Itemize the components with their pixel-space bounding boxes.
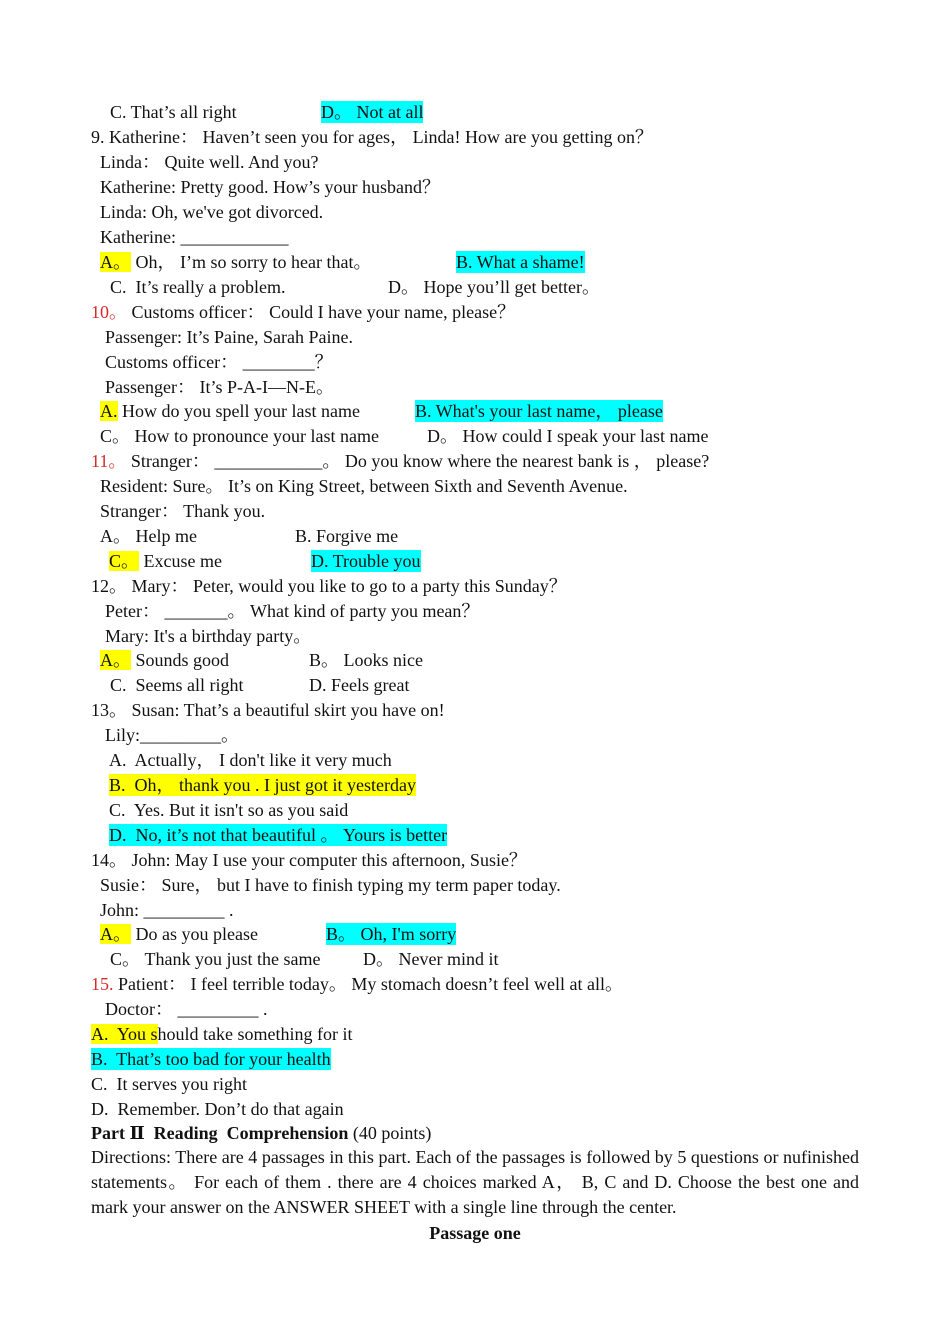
q12-line2: Peter： _______。 What kind of party you mean？ bbox=[105, 601, 480, 621]
q14-option-c: C。 Thank you just the same bbox=[110, 949, 321, 969]
q9-line1: 9. Katherine： Haven’t seen you for ages， Linda! How are you getting on？ bbox=[91, 127, 654, 147]
q10-option-d: D。 How could I speak your last name bbox=[427, 426, 709, 446]
q10-option-a-label: A. bbox=[100, 401, 118, 421]
q15-option-c: C. It serves you right bbox=[91, 1074, 247, 1094]
q11-line1-text: Stranger： ____________。 Do you know where the nearest bank is ， please? bbox=[126, 451, 710, 471]
q14-option-a-text: Do as you please bbox=[131, 924, 258, 944]
part2-heading bbox=[91, 1122, 431, 1144]
q15-option-d: D. Remember. Don’t do that again bbox=[91, 1099, 344, 1119]
q13-line1: 13。 Susan: That’s a beautiful skirt you have on! bbox=[91, 700, 445, 720]
q13-option-c: C. Yes. But it isn't so as you said bbox=[109, 800, 349, 820]
q9-option-a bbox=[100, 251, 371, 273]
q13-option-a: A. Actually， I don't like it very much bbox=[109, 750, 392, 770]
q11-line2: Resident: Sure。 It’s on King Street, between Sixth and Seventh Avenue. bbox=[100, 476, 628, 496]
q9-line2: Linda： Quite well. And you? bbox=[100, 152, 319, 172]
q15-line2: Doctor： _________ . bbox=[105, 999, 268, 1019]
q12-option-a-text: Sounds good bbox=[131, 650, 230, 670]
q12-option-a-label: A。 bbox=[100, 650, 131, 670]
q11-option-c-text: Excuse me bbox=[139, 551, 222, 571]
part2-directions: Directions: There are 4 passages in this part. Each of the passages is followed by 5 questions or nufinished statements。 For each of them . there are 4 choices marked A， B, C and D. Choose the best one and mark your answer on the ANSWER SHEET with a single line through the center. bbox=[91, 1147, 859, 1217]
q14-option-d: D。 Never mind it bbox=[363, 949, 499, 969]
q9-line4: Linda: Oh, we've got divorced. bbox=[100, 202, 324, 222]
q10-line4: Passenger： It’s P-A-I—N-E。 bbox=[105, 377, 334, 397]
q11-option-a: A。 Help me bbox=[100, 526, 197, 546]
q14-option-a-label: A。 bbox=[100, 924, 131, 944]
q10-line3: Customs officer： ________？ bbox=[105, 352, 333, 372]
q9-option-c: C. It’s really a problem. bbox=[110, 277, 286, 297]
passage-title: Passage one bbox=[429, 1223, 521, 1243]
q11-option-c bbox=[109, 550, 222, 572]
q8-option-c: C. That’s all right bbox=[110, 102, 237, 122]
q13-option-d: D. No, it’s not that beautiful 。 Yours is better bbox=[109, 825, 448, 845]
q15-option-a-highlight: A. You s bbox=[91, 1024, 158, 1044]
part2-heading-title: Part Ⅱ Reading Comprehension bbox=[91, 1123, 349, 1143]
q10-line2: Passenger: It’s Paine, Sarah Paine. bbox=[105, 327, 353, 347]
q14-line1: 14。 John: May I use your computer this afternoon, Susie？ bbox=[91, 850, 527, 870]
q9-line3: Katherine: Pretty good. How’s your husband？ bbox=[100, 177, 440, 197]
q14-option-b: B。 Oh, I'm sorry bbox=[326, 924, 457, 944]
q11-option-c-label: C。 bbox=[109, 551, 140, 571]
q12-option-c: C. Seems all right bbox=[110, 675, 244, 695]
q10-option-a bbox=[100, 400, 360, 422]
q14-line3: John: _________ . bbox=[100, 900, 234, 920]
q12-option-b: B。 Looks nice bbox=[309, 650, 423, 670]
q9-option-d: D。 Hope you’ll get better。 bbox=[388, 277, 600, 297]
q15-line1-text: Patient： I feel terrible today。 My stomach doesn’t feel well at all。 bbox=[113, 974, 624, 994]
q9-option-b: B. What a shame! bbox=[456, 252, 585, 272]
q15-option-b: B. That’s too bad for your health bbox=[91, 1049, 331, 1069]
q10-line1 bbox=[91, 301, 515, 323]
q9-line5: Katherine: ____________ bbox=[100, 227, 289, 247]
q11-option-d: D. Trouble you bbox=[311, 551, 421, 571]
q10-option-c: C。 How to pronounce your last name bbox=[100, 426, 379, 446]
q15-line1 bbox=[91, 973, 623, 995]
q11-number: 11。 bbox=[91, 451, 127, 471]
q10-number: 10。 bbox=[91, 302, 127, 322]
part2-points: (40 points) bbox=[348, 1123, 432, 1143]
q13-line2: Lily:_________。 bbox=[105, 725, 239, 745]
q11-line1 bbox=[91, 450, 709, 472]
q12-option-d: D. Feels great bbox=[309, 675, 410, 695]
q9-option-a-label: A。 bbox=[100, 252, 131, 272]
q10-option-b: B. What's your last name， please bbox=[415, 401, 663, 421]
q8-option-d: D。 Not at all bbox=[321, 102, 424, 122]
q14-option-a bbox=[100, 923, 258, 945]
q12-option-a bbox=[100, 649, 229, 671]
q12-line3: Mary: It's a birthday party。 bbox=[105, 626, 312, 646]
q15-number: 15. bbox=[91, 974, 114, 994]
q15-option-a bbox=[91, 1023, 353, 1045]
q11-line3: Stranger： Thank you. bbox=[100, 501, 266, 521]
q14-line2: Susie： Sure， but I have to finish typing my term paper today. bbox=[100, 875, 561, 895]
q10-option-a-text: How do you spell your last name bbox=[117, 401, 360, 421]
q15-option-a-rest: hould take something for it bbox=[157, 1024, 353, 1044]
q10-line1-text: Customs officer： Could I have your name, please？ bbox=[127, 302, 516, 322]
q12-line1: 12。 Mary： Peter, would you like to go to a party this Sunday？ bbox=[91, 576, 567, 596]
q9-option-a-text: Oh， I’m so sorry to hear that。 bbox=[131, 252, 372, 272]
q11-option-b: B. Forgive me bbox=[295, 526, 399, 546]
q13-option-b: B. Oh， thank you . I just got it yesterday bbox=[109, 775, 416, 795]
